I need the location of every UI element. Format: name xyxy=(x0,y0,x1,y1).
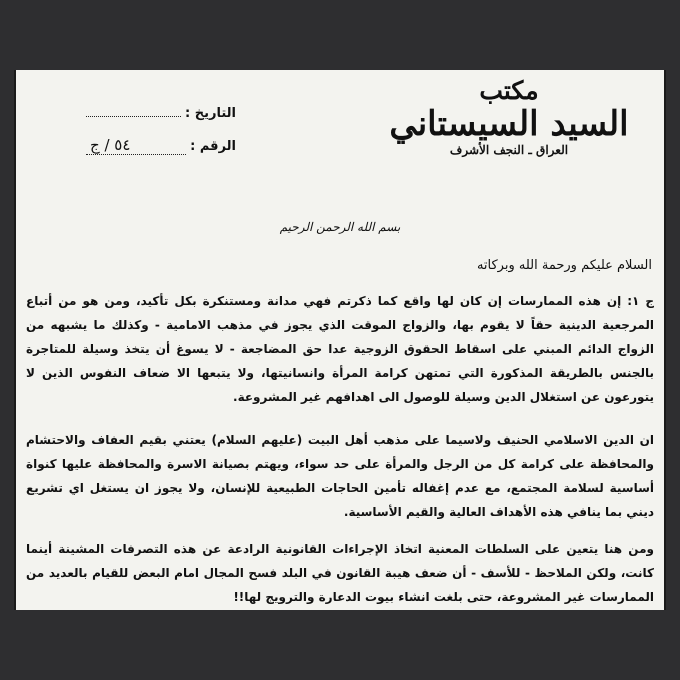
basmala: بسم الله الرحمن الرحيم xyxy=(279,220,401,234)
paragraph: ج ١: إن هذه الممارسات إن كان لها واقع كما ذكرتم فهي مدانة ومستنكرة بكل تأكيد، ومن هو من أتباع المرجعية الدينية حقاً لا يقوم بها، والزواج الموقت الذي يجوز في مذهب الامامية - وكذلك ما يشبهه من الزواج الدائم المبني على اسقاط الحقوق الزوجية عدا حق المضاجعة - لا يسوغ أن يتخذ وسيلة للمتاجرة بالجنس بالطريقة المذكورة التي تمتهن كرامة المرأة وانسانيتها، ولا يتبعها الا ضعاف النفوس الذين لا يتورعون عن استغلال الدين وسيلة للوصول الى اهدافهم غير المشروعة. xyxy=(26,294,655,404)
office-label: مكتب xyxy=(479,76,539,105)
reference-row xyxy=(86,136,236,166)
letterhead xyxy=(384,76,634,158)
paragraph: ان الدين الاسلامي الحنيف ولاسيما على مذهب أهل البيت (عليهم السلام) يعتني بقيم العفاف والاحتشام والمحافظة على كرامة كل من الرجل والمرأة على حد سواء، ويهتم بصيانة الاسرة والمحافظة عليها كنواة أساسية لسلامة المجتمع، مع عدم إغفاله تأمين الحاجات الطبيعية للإنسان، ولا يجوز ان يستغل اي تشريع ديني بما ينافي هذه الأهداف العالية والقيم الأساسية. xyxy=(26,433,654,519)
date-value xyxy=(86,116,181,117)
reference-value: ٥٤ / ج xyxy=(86,136,186,155)
paragraph: ومن هنا يتعين على السلطات المعنية اتخاذ الإجراءات القانونية الرادعة عن هذه التصرفات المشينة أينما كانت، ولكن الملاحظ - للأسف - أن ضعف هيبة القانون في البلد فسح المجال امام البعض للقيام بالعديد من الممارسات غير المشروعة، حتى بلغت انشاء بيوت الدعارة والترويج لها!! xyxy=(26,542,654,604)
reference-label: الرقم : xyxy=(190,139,236,154)
reference-block xyxy=(86,106,236,166)
greeting: السلام عليكم ورحمة الله وبركاته xyxy=(476,258,652,273)
date-row xyxy=(86,106,236,136)
date-label: التاريخ : xyxy=(185,106,236,121)
office-place: العراق ـ النجف الأشرف xyxy=(449,143,569,157)
letter-page xyxy=(14,70,666,610)
office-name: السيد السيستاني xyxy=(389,104,629,144)
